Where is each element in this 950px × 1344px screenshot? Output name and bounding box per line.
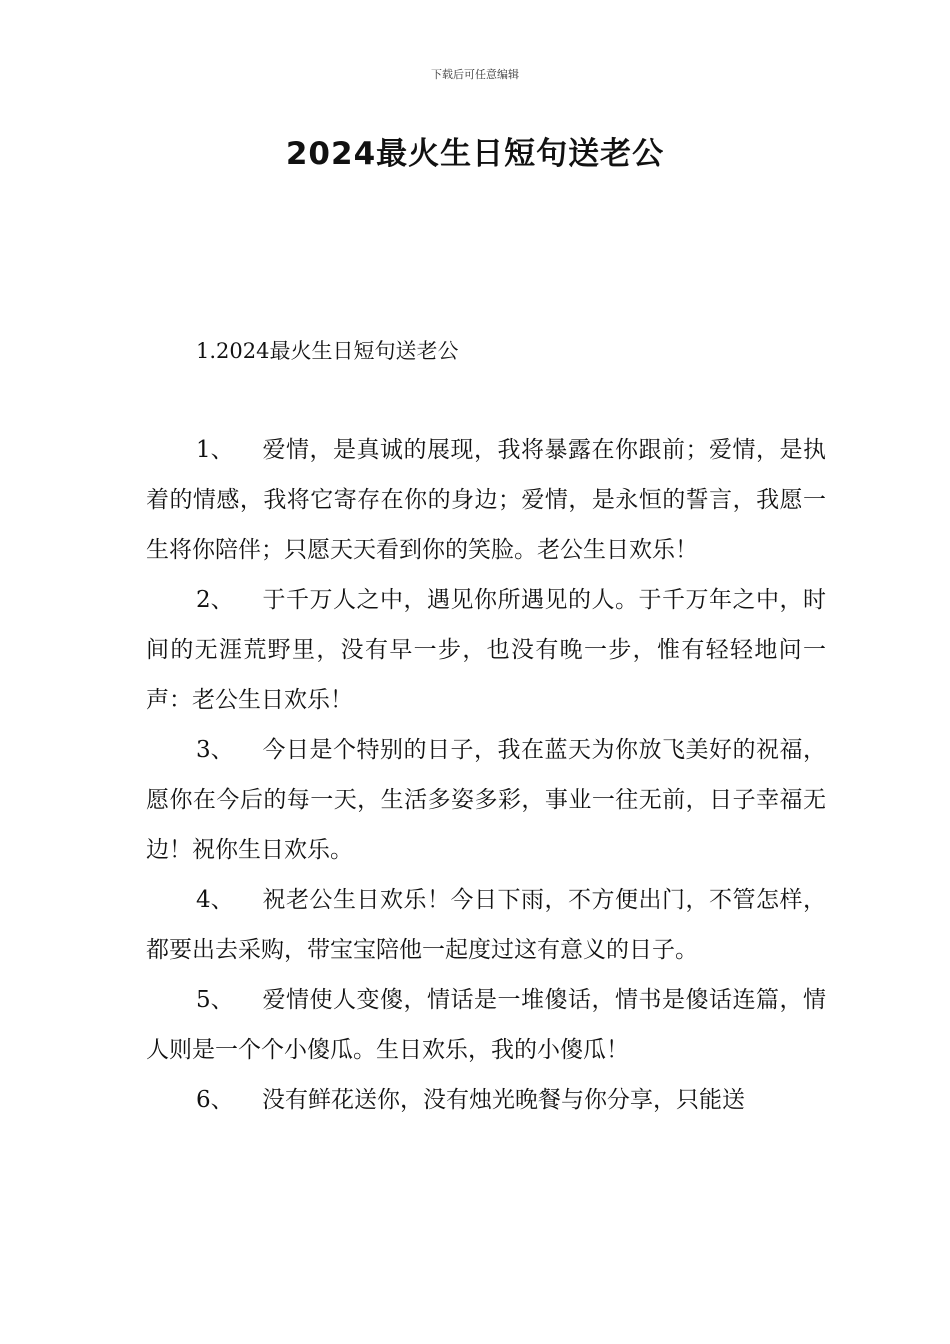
list-item	[146, 425, 826, 575]
header-note: 下载后可任意编辑	[431, 68, 519, 81]
item-text: 今日是个特别的日子，我在蓝天为你放飞美好的祝福，愿你在今后的每一天，生活多姿多彩，事业一往无前，日子幸福无边！祝你生日欢乐。	[146, 737, 826, 863]
item-number: 3、	[196, 737, 234, 763]
document-title: 2024最火生日短句送老公	[285, 136, 665, 172]
item-number: 5、	[196, 987, 234, 1013]
item-number: 4、	[196, 887, 234, 913]
list-item	[146, 725, 826, 875]
list-item	[146, 575, 826, 725]
list-item	[146, 875, 826, 975]
list-item	[146, 975, 826, 1075]
item-text: 于千万人之中，遇见你所遇见的人。于千万年之中，时间的无涯荒野里，没有早一步，也没有晚一步，惟有轻轻地问一声：老公生日欢乐！	[146, 587, 826, 713]
item-number: 2、	[196, 587, 234, 613]
item-text: 爱情，是真诚的展现，我将暴露在你跟前；爱情，是执着的情感，我将它寄存在你的身边；爱情，是永恒的誓言，我愿一生将你陪伴；只愿天天看到你的笑脸。老公生日欢乐！	[146, 437, 826, 563]
section-heading: 1.2024最火生日短句送老公	[196, 339, 459, 363]
item-text: 爱情使人变傻，情话是一堆傻话，情书是傻话连篇，情人则是一个个小傻瓜。生日欢乐，我的小傻瓜！	[146, 987, 826, 1063]
item-number: 6、	[196, 1087, 234, 1113]
item-text: 没有鲜花送你，没有烛光晚餐与你分享，只能送	[262, 1087, 745, 1113]
document-body	[146, 425, 826, 1125]
item-text: 祝老公生日欢乐！今日下雨，不方便出门，不管怎样，都要出去采购，带宝宝陪他一起度过这有意义的日子。	[146, 887, 826, 963]
list-item	[146, 1075, 826, 1125]
item-number: 1、	[196, 437, 234, 463]
